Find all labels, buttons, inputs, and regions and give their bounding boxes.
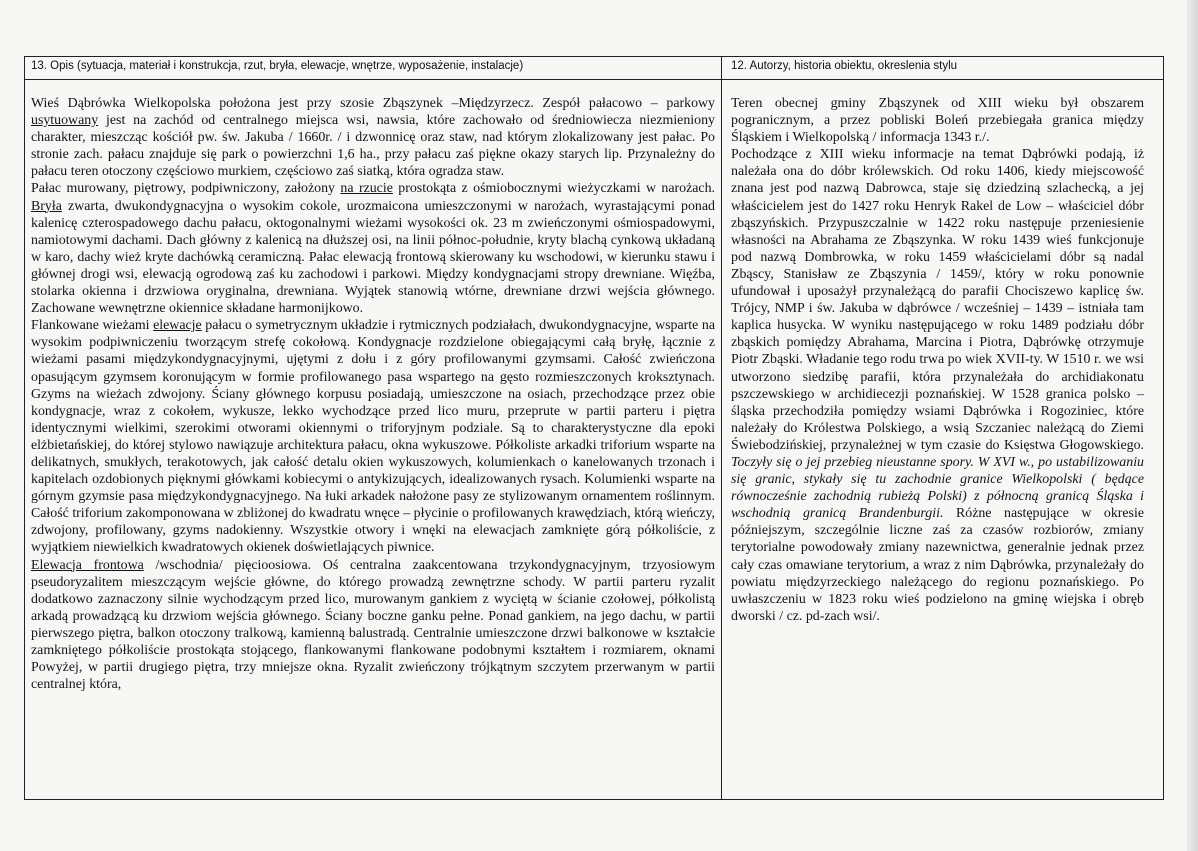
paragraph-front-elevation: Elewacja frontowa /wschodnia/ pięcioosiowa. Oś centralna zaakcentowana trzykondygnacyjnym, trzyosiowym pseudoryzalitem mieszczącym wejście główne, do którego prowadzą zewnętrzne schody. W partii parteru ryzalit dodatkowo zaznaczony silnie wychodzącym przed lico, murowanym gankiem z wyciętą w ścianie czołowej, półkolistą arkadą prowadzącą ku drzwiom wejścia głównego. Ściany boczne ganku pełne. Ponad gankiem, na jego dachu, w partii pierwszego piętra, balkon otoczony tralkową, kamienną balustradą. Centralnie umieszczone drzwi balkonowe w kształcie zamkniętego półkoliście prostokąta stojącego, flankowanymi flankowane podobnymi kształtem i rozmiarem, oknami Powyżej, w partii drugiego piętra, trzy mniejsze okna. Ryzalit zwieńczony trójkątnym szczytem przerwanym w partii centralnej która,: [31, 557, 715, 693]
history-column: [731, 95, 1144, 625]
header-rule: [25, 79, 1163, 80]
paragraph-location: Wieś Dąbrówka Wielkopolska położona jest przy szosie Zbąszynek –Międzyrzecz. Zespół pałacowo – parkowy usytuowany jest na zachód od centralnego miejsca wsi, nawsia, które zachowało od średniowiecza niezmieniony charakter, mieszcząc kościół pw. św. Jakuba / 1660r. / i dzwonnicę oraz staw, nad którym zlokalizowany jest pałac. Po stronie zach. pałacu znajduje się park o powierzchni 1,6 ha., przy pałacu zaś piękne okazy starych lip. Przynależny do pałacu teren otoczony częściowo murkiem, częściowo zaś siatką, która ogradza staw.: [31, 96, 715, 180]
underlined-term: na rzucie: [340, 181, 393, 197]
paragraph-border: Teren obecnej gminy Zbąszynek od XIII wieku był obszarem pogranicznym, a przez pobliski Boleń przebiegała granica między Śląskiem i Wielkopolską / informacja 1343 r./.: [731, 96, 1144, 146]
section-12-header: 12. Autorzy, historia obiektu, okreslenia stylu: [731, 60, 958, 72]
column-divider: [721, 57, 722, 799]
section-13-header: 13. Opis (sytuacja, materiał i konstrukcja, rzut, bryła, elewacje, wnętrze, wyposażenie, instalacje): [31, 60, 524, 72]
italic-passage: Toczyły się o jej przebieg nieustanne spory. W XVI w., po ustabilizowaniu się granic, stykały się tu zachodnie granice Wielkopolski ( będące równocześnie zachodnią rubieżą Polski) z północną granicą Śląska i wschodnią granicą Brandenburgii.: [731, 454, 1144, 522]
description-column: [31, 95, 715, 693]
underlined-term: Bryła: [31, 198, 62, 214]
underlined-term: elewacje: [153, 318, 202, 334]
paragraph-history: Pochodzące z XIII wieku informacje na temat Dąbrówki podają, iż należała ona do dóbr królewskich. Od roku 1406, kiedy miejscowość znana jest pod nazwą Dabrowca, staje się dziedziną szlachecką, a jej właścicielem jest do 1427 roku Henryk Rakel de Low – właściciel dóbr zbąszyńskich. Przypuszczalnie w 1422 roku następuje przeniesienie własności na Abrahama ze Zbąszynka. W roku 1439 wieś funkcjonuje pod nazwą Dombrowka, w roku 1459 właścicielami dóbr są nadal Zbąscy, Stanisław ze Zbąszynia / 1459/, który w roku ponownie ufundował i uposażył przynależącą do parafii Chociszewo kaplicę św. Trójcy, NMP i św. Jakuba w dąbrówce / wcześniej – 1439 – istniała tam kaplica husycka. W wyniku następującego w roku 1489 podziału dóbr zbąskich pomiędzy Abrahama, Marcina i Piotra, Dąbrówkę otrzymuje Piotr Zbąski. Władanie tego rodu trwa po wiek XVII-ty. W 1510 r. we wsi utworzono siedzibę parafii, która przynależała do archidiakonatu pszczewskiego w archidiecezji poznańskiej. W 1528 granica polsko – śląska przechodziła pomiędzy wsiami Dąbrówka i Rogoziniec, które należały do Królestwa Polskiego, a wsią Szczaniec należącą do Ziemi Świebodzińskiej, przynależnej w tym czasie do Księstwa Głogowskiego. Toczyły się o jej przebieg nieustanne spory. W XVI w., po ustabilizowaniu się granic, stykały się tu zachodnie granice Wielkopolski ( będące równocześnie zachodnią rubieżą Polski) z północną granicą Śląska i wschodnią granicą Brandenburgii. Różne następujące w okresie późniejszym, szczególnie liczne zaś za czasów rozbiorów, zmiany terytorialne powodowały zmiany nazewnictwa, generalnie jednak przez cały czas omawiane terytorium, a wraz z nim Dąbrówka, przynależały do powiatu międzyrzeckiego należącego do regionu poznańskiego. Po uwłaszczeniu w 1823 roku wieś podzielono na gminę wiejska i obręb dworski / cz. pd-zach wsi/.: [731, 147, 1144, 624]
underlined-term: Elewacja frontowa: [31, 557, 144, 573]
paragraph-elevations: Flankowane wieżami elewacje pałacu o symetrycznym układzie i rytmicznych podziałach, dwukondygnacyjne, wsparte na wysokim podpiwniczeniu tworzącym strefę cokołową. Kondygnacje rozdzielone obiegającymi całą bryłę, łącznie z wieżami pasami międzykondygnacyjnymi, ujętymi z dołu i z góry profilowanymi gzymsami. Całość zwieńczona opasującym gzymsem koronującym w formie profilowanego pasa wspartego na gęsto rozmieszczonych kroksztynach. Gzyms na wieżach zdwojony. Ściany głównego korpusu posiadają, umieszczone na osiach, przechodzące przez obie kondygnacje, wraz z cokołem, wykusze, lekko wychodzące przed lico muru, przeprute w partii parteru i piętra identycznymi wielkimi, szerokimi otworami okiennymi o triforyjnym podziale. Są to charakterystyczne dla epoki elżbietańskiej, do której stylowo nawiązuje architektura pałacu, okna wykuszowe. Półkoliste arkadki triforium wsparte na delikatnych, smukłych, terakotowych, jak całość detalu okien wykuszowych, kolumienkach o kanelowanych trzonach i kapitelach ozdobionych pięknymi główkami kobiecymi o antykizujących, idealizowanych rysach. Kolumienki wsparte na górnym gzymsie pasa międzykondygnacyjnego. Na łuki arkadek nałożone pasy ze stylizowanym ornamentem roślinnym. Całość triforium zakomponowana w zbliżonej do kwadratu wnęce – płycinie o profilowanych krawędziach, którą wieńczy, zdwojony, profilowany, gzyms nadokienny. Wszystkie otwory i wnęki na elewacjach zamknięte górą półkoliście, z wyjątkiem niewielkich kwadratowych okienek doświetlających piwnice.: [31, 318, 715, 556]
underlined-term: usytuowany: [31, 113, 99, 129]
scan-edge: [1187, 0, 1198, 851]
paragraph-palace: Pałac murowany, piętrowy, podpiwniczony, założony na rzucie prostokąta z ośmiobocznymi wieżyczkami w narożach. Bryła zwarta, dwukondygnacyjna o wysokim cokole, urozmaicona umieszczonymi w narożach, wyrastającymi ponad kalenicę czterospadowego dachu pałacu, oktogonalnymi wieżami wysokości ok. 23 m zwieńczonymi ośmiospadowymi, namiotowymi dachami. Dach główny z kalenicą na dłuższej osi, na linii północ-południe, kryty blachą cynkową układaną w karo, dachy wież kryte dachówką ceramiczną. Pałac elewacją frontową skierowany ku wschodowi, w kierunku stawu i głównej drogi wsi, elewacją ogrodową zaś ku zachodowi i parkowi. Między kondygnacjami stropy drewniane. Więźba, stolarka okienna i drzwiowa oryginalna, drewniana. Wyjątek stanowią wtórne, drewniane drzwi wejścia głównego. Zachowane wewnętrzne okiennice składane harmonijkowo.: [31, 181, 716, 317]
form-table: [24, 56, 1164, 800]
